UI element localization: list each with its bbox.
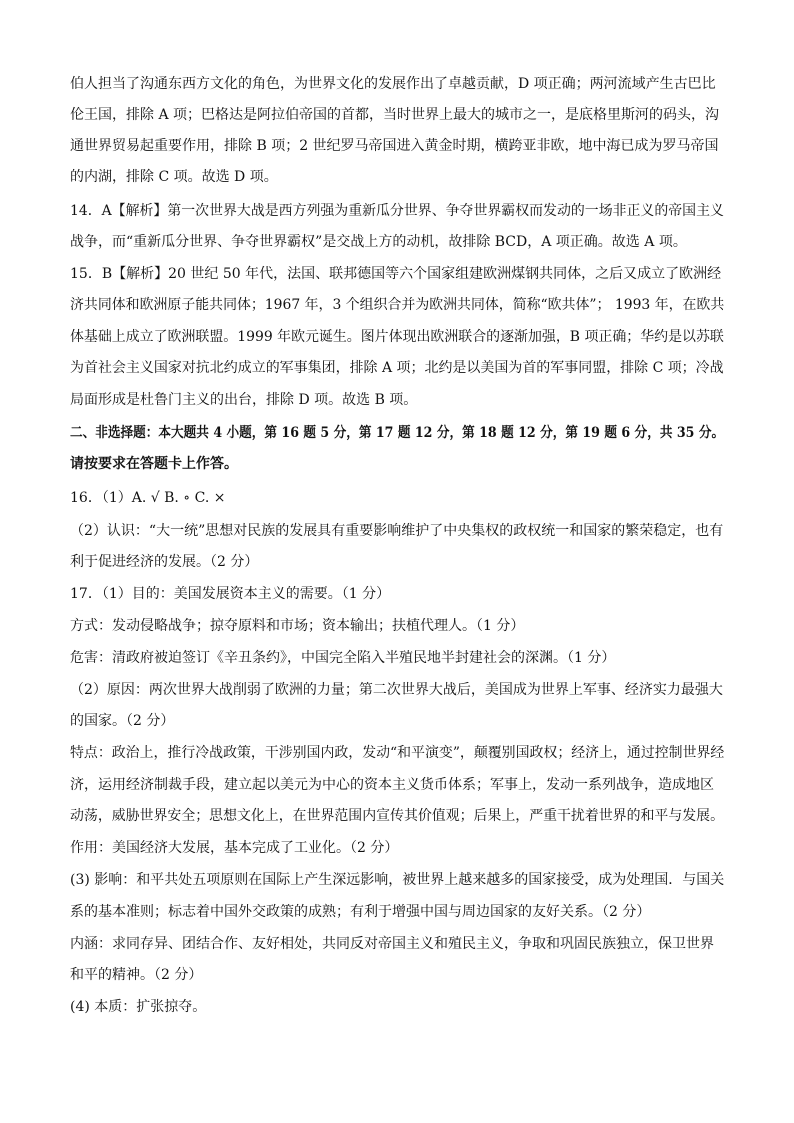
question-17-answer: 17．（1）目的：美国发展资本主义的需要。（1 分）: [70, 586, 391, 602]
text-line: 济，运用经济制裁手段，建立起以美元为中心的资本主义货币体系；军事上，发动一系列战争，造成地区: [70, 777, 714, 793]
text-line: 伦王国，排除 A 项；巴格达是阿拉伯帝国的首都，当时世界上最大的城市之一，是底格里斯河的码头，沟: [70, 107, 720, 123]
text-line: 和平的精神。（2 分）: [70, 967, 203, 983]
text-line: 动荡，威胁世界安全；思想文化上，在世界范围内宣传其价值观；后果上，严重干扰着世界的和平与发展。: [70, 808, 724, 824]
section-instruction: 请按要求在答题卡上作答。: [70, 456, 238, 472]
text-line: 特点：政治上，推行冷战政策，干涉别国内政，发动“和平演变”，颠覆别国政权；经济上，通过控制世界经: [70, 745, 725, 761]
question-14-answer: 14．A【解析】第一次世界大战是西方列强为重新瓜分世界、争夺世界霸权而发动的一场非正义的帝国主义: [70, 203, 724, 219]
text-line: 的国家。（2 分）: [70, 713, 175, 729]
text-line: 伯人担当了沟通东西方文化的角色，为世界文化的发展作出了卓越贡献，D 项正确；两河流域产生古巴比: [70, 76, 716, 92]
text-line: 的内湖，排除 C 项。故选 D 项。: [70, 169, 278, 185]
text-line: 济共同体和欧洲原子能共同体；1967 年，3 个组织合并为欧洲共同体，简称“欧共体”； 1993 年，在欧共: [70, 297, 725, 313]
text-line: 为首社会主义国家对抗北约成立的军事集团，排除 A 项；北约是以美国为首的军事同盟，排除 C 项；冷战: [70, 360, 724, 376]
text-line: 局面形成是杜鲁门主义的出台，排除 D 项。故选 B 项。: [70, 392, 418, 408]
text-line: 危害：清政府被迫签订《辛丑条约》，中国完全陷入半殖民地半封建社会的深渊。（1 分）: [70, 650, 616, 666]
question-15-answer: 15．B【解析】20 世纪 50 年代，法国、联邦德国等六个国家组建欧洲煤钢共同体，之后又成立了欧洲经: [70, 266, 722, 282]
section-heading: 二、非选择题：本大题共 4 小题，第 16 题 5 分，第 17 题 12 分，第 18 题 12 分，第 19 题 6 分，共 35 分。: [70, 425, 725, 441]
question-16-answer: 16．（1）A. √ B. ∘ C. ×: [70, 490, 226, 506]
text-line: 体基础上成立了欧洲联盟。1999 年欧元诞生。图片体现出欧洲联合的逐渐加强，B 项正确；华约是以苏联: [70, 329, 724, 345]
text-line: 内涵：求同存异、团结合作、友好相处，共同反对帝国主义和殖民主义，争取和巩固民族独立，保卫世界: [70, 936, 714, 952]
text-line: 作用：美国经济大发展，基本完成了工业化。（2 分）: [70, 840, 399, 856]
text-line: 战争，而“重新瓜分世界、争夺世界霸权”是交战上方的动机，故排除 BCD，A 项正确。故选 A 项。: [70, 234, 687, 250]
text-line: (4) 本质：扩张掠夺。: [70, 999, 207, 1015]
text-line: （2）认识：“大一统”思想对民族的发展具有重要影响维护了中央集权的政权统一和国家的繁荣稳定，也有: [70, 523, 724, 539]
text-line: 利于促进经济的发展。（2 分）: [70, 554, 259, 570]
text-line: 方式：发动侵略战争；掠夺原料和市场；资本输出；扶植代理人。（1 分）: [70, 618, 525, 634]
text-line: 系的基本准则；标志着中国外交政策的成熟；有利于增强中国与周边国家的友好关系。（2 分）: [70, 904, 651, 920]
text-line: （2）原因：两次世界大战削弱了欧洲的力量；第二次世界大战后，美国成为世界上军事、经济实力最强大: [70, 682, 723, 698]
text-line: (3) 影响：和平共处五项原则在国际上产生深远影响，被世界上越来越多的国家接受，成为处理国．与国关: [70, 872, 725, 888]
text-line: 通世界贸易起重要作用，排除 B 项；2 世纪罗马帝国进入黄金时期，横跨亚非欧，地中海已成为罗马帝国: [70, 138, 719, 154]
